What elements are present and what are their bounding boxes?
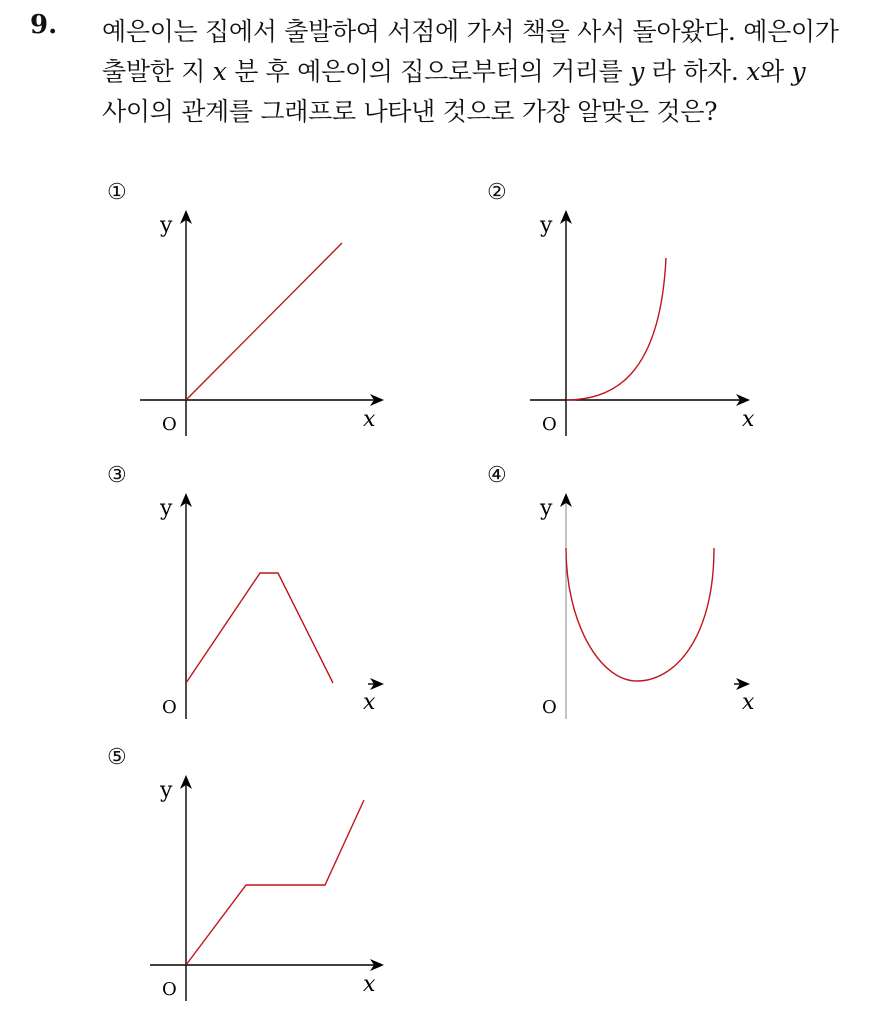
question-line-3: 사이의 관계를 그래프로 나타낸 것으로 가장 알맞은 것은? [102, 97, 718, 126]
choice-3-marker: ③ [107, 463, 127, 488]
choice-5-graph [100, 745, 400, 1005]
origin-label: O [162, 414, 177, 435]
choice-5[interactable] [100, 745, 400, 1005]
line2-part-b: 분 후 예은이의 집으로부터의 거리를 [234, 57, 623, 86]
question-line-2 [102, 52, 805, 88]
origin-label: O [162, 697, 177, 718]
graph-line [186, 243, 342, 400]
question-number: 9. [30, 10, 58, 40]
choice-1-marker: ① [107, 180, 127, 205]
choice-5-marker: ⑤ [107, 745, 127, 770]
origin-label: O [162, 979, 177, 1000]
graph-line [186, 573, 333, 683]
choice-4-marker: ④ [487, 463, 507, 488]
choice-1[interactable] [100, 180, 400, 440]
line2-part-d: 와 [760, 57, 784, 86]
y-label: y [160, 213, 173, 238]
x-label: x [742, 690, 755, 715]
line2-part-a: 출발한 지 [102, 57, 206, 86]
var-y: y [630, 57, 645, 86]
origin-label: O [542, 697, 557, 718]
line2-part-c: 라 하자. [651, 57, 739, 86]
var-y-2: y [791, 57, 806, 86]
x-label: x [363, 972, 376, 997]
graph-curve [566, 258, 666, 400]
choice-2[interactable] [480, 180, 780, 440]
choice-1-graph [100, 180, 400, 440]
graph-line [186, 800, 364, 965]
choice-4-graph [480, 463, 780, 723]
choice-3-graph [100, 463, 400, 723]
var-x: x [212, 57, 227, 86]
graph-curve [566, 548, 714, 681]
y-label: y [540, 213, 553, 238]
x-label: x [742, 407, 755, 432]
choice-4[interactable] [480, 463, 780, 723]
y-label: y [160, 496, 173, 521]
question-line-1: 예은이는 집에서 출발하여 서점에 가서 책을 사서 돌아왔다. 예은이가 [102, 17, 839, 46]
y-label: y [160, 778, 173, 803]
var-x-2: x [746, 57, 760, 86]
x-label: x [363, 407, 376, 432]
choice-2-marker: ② [487, 180, 507, 205]
x-label: x [363, 690, 376, 715]
origin-label: O [542, 414, 557, 435]
y-label: y [540, 496, 553, 521]
choice-3[interactable] [100, 463, 400, 723]
choice-2-graph [480, 180, 780, 440]
